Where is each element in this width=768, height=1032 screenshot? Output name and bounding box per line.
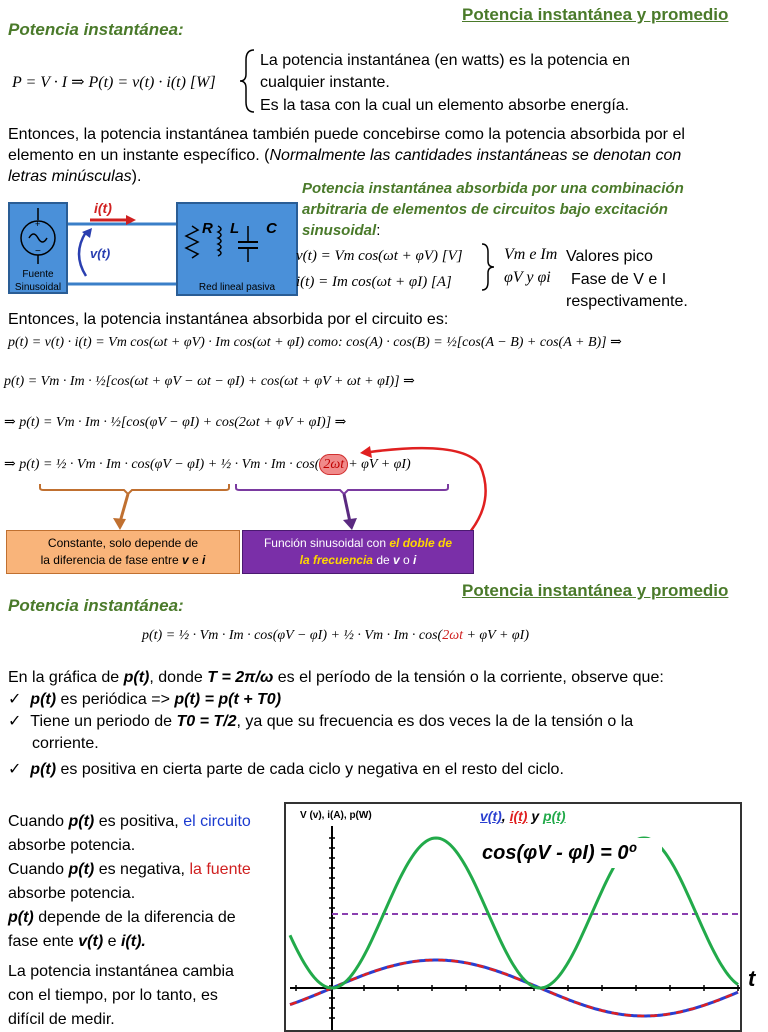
text: T = 2π/ω xyxy=(207,669,274,686)
text: 2ωt xyxy=(442,628,463,643)
equation-current: i(t) = Im cos(ωt + φI) [A] xyxy=(296,274,452,290)
text: Función sinusoidal con xyxy=(263,536,390,550)
check-icon: ✓ xyxy=(8,713,22,730)
chart-title-sep: y xyxy=(527,808,544,824)
circuit-diagram xyxy=(4,198,300,298)
text: es positiva, xyxy=(94,813,184,830)
text: v(t) xyxy=(78,933,104,950)
phase-annotation: cos(φV - φI) = 0º xyxy=(478,838,662,868)
text: + φV + φI) xyxy=(348,457,411,472)
power-formula xyxy=(142,628,529,644)
definition-line: Es la tasa con la cual un elemento absorbe energía. xyxy=(260,97,630,114)
text: Normalmente las cantidades instantáneas se denotan con xyxy=(269,147,682,164)
definition-line: cualquier instante. xyxy=(260,74,390,91)
line xyxy=(8,810,280,834)
box-line xyxy=(264,552,452,569)
brace-arrows xyxy=(0,440,500,530)
current-label: i(t) xyxy=(94,200,112,216)
derivation-line: p(t) = Vm · Im · ½[cos(ωt + φV − ωt − φI) + cos(ωt + φV + ωt + φI)] ⇒ xyxy=(4,374,415,389)
green-note-line: arbitraria de elementos de circuitos bajo excitación xyxy=(302,201,668,218)
text: p(t) xyxy=(68,813,95,830)
equation-voltage: v(t) = Vm cos(ωt + φV) [V] xyxy=(296,248,463,264)
green-note-line: Potencia instantánea absorbida por una combinación xyxy=(302,180,684,197)
derivation-line: ⇒ p(t) = Vm · Im · ½[cos(φV − φI) + cos(2ωt + φV + φI)] ⇒ xyxy=(4,415,347,430)
load-block xyxy=(176,202,298,296)
line: absorbe potencia. xyxy=(8,837,136,854)
text: depende de la diferencia de xyxy=(33,909,236,926)
text: elemento en un instante específico. ( xyxy=(8,147,270,164)
line: La potencia instantánea cambia xyxy=(8,963,234,980)
text: corriente. xyxy=(32,735,99,752)
text: ). xyxy=(131,168,142,185)
peak-text: Valores pico xyxy=(566,248,653,265)
text: e xyxy=(103,933,121,950)
chart-title xyxy=(480,808,566,824)
text: Cuando xyxy=(8,813,69,830)
text: p(t) xyxy=(123,669,150,686)
load-label: Red lineal pasiva xyxy=(198,282,276,293)
text: Tiene un periodo de xyxy=(30,713,177,730)
chart-title-i: i(t) xyxy=(509,808,528,824)
text: , ya que su frecuencia es dos veces la de la tensión o la xyxy=(236,713,634,730)
text: p(t) xyxy=(68,861,95,878)
slide-header: Potencia instantánea y promedio xyxy=(462,581,729,600)
left-explanation xyxy=(8,810,280,1032)
brace-icon xyxy=(480,242,496,292)
ac-source-icon xyxy=(10,204,66,264)
paragraph: Entonces, la potencia instantánea absorbida por el circuito es: xyxy=(8,311,449,328)
text: ⇒ p(t) = ½ · Vm · Im · cos(φV − φI) + ½ · Vm · Im · cos( xyxy=(4,457,320,472)
text: Cuando xyxy=(8,861,69,878)
line: con el tiempo, por lo tanto, es xyxy=(8,987,218,1004)
constant-term-box xyxy=(6,530,240,574)
text: En la gráfica de xyxy=(8,669,124,686)
source-block xyxy=(8,202,68,294)
text: la fuente xyxy=(189,861,251,878)
text: , donde xyxy=(149,669,208,686)
text: es negativa, xyxy=(94,861,190,878)
text: o xyxy=(399,553,414,567)
text: de xyxy=(372,553,393,567)
peak-vars: Vm e Im xyxy=(504,246,558,263)
chart-title-p: p(t) xyxy=(543,808,566,824)
definition-formula: P = V · I ⇒ P(t) = v(t) · i(t) [W] xyxy=(12,74,216,91)
highlight-2wt: 2ωt xyxy=(319,454,348,475)
text: p(t) = p(t + T0) xyxy=(174,691,282,708)
green-note-line xyxy=(302,220,684,241)
text: i(t). xyxy=(120,933,146,950)
brace-icon xyxy=(238,48,258,114)
check-icon: ✓ xyxy=(8,761,22,778)
paragraph-line xyxy=(8,145,768,166)
text: i xyxy=(413,553,417,567)
capacitor-label: C xyxy=(266,220,277,237)
box-line xyxy=(41,552,206,569)
text: Fuente xyxy=(22,269,54,280)
source-label xyxy=(10,268,66,294)
check-icon: ✓ xyxy=(8,691,22,708)
text: la frecuencia xyxy=(299,553,373,567)
paragraph-line: Entonces, la potencia instantánea también puede concebirse como la potencia absorbida por el xyxy=(8,126,685,143)
box-line xyxy=(264,535,452,552)
phase-text: Fase de V e I xyxy=(571,271,667,288)
text: sinusoidal xyxy=(302,222,377,239)
text: v xyxy=(182,553,189,567)
chart-title-v: v(t) xyxy=(480,808,502,824)
slide-header: Potencia instantánea y promedio xyxy=(462,5,729,24)
section-title: Potencia instantánea: xyxy=(8,20,184,39)
line xyxy=(8,930,280,954)
resp-text: respectivamente. xyxy=(566,293,688,310)
text: p(t) xyxy=(8,909,34,926)
line: absorbe potencia. xyxy=(8,885,136,902)
intro-text xyxy=(8,667,768,689)
chart-title-sep: , xyxy=(501,808,510,824)
text: Sinusoidal xyxy=(14,282,62,293)
power-chart xyxy=(284,802,742,1032)
rlc-icon xyxy=(178,204,296,274)
svg-text:+: + xyxy=(35,219,41,229)
derivation-line: p(t) = v(t) · i(t) = Vm cos(ωt + φV) · Im cos(ωt + φI) como: cos(A) · cos(B) = ½[cos(A − B) + cos(A + B)] ⇒ xyxy=(8,335,622,350)
inductor-label: L xyxy=(230,220,240,237)
line: difícil de medir. xyxy=(8,1011,115,1028)
text: p(t) xyxy=(30,691,57,708)
text: T0 = T/2 xyxy=(176,713,237,730)
text: + φV + φI) xyxy=(462,628,529,643)
text: i xyxy=(202,553,206,567)
resistor-label: R xyxy=(202,220,213,237)
text: es el período de la tensión o la corriente, observe que: xyxy=(273,669,664,686)
check-item xyxy=(8,759,564,781)
green-note xyxy=(302,178,684,241)
text: : xyxy=(376,222,381,239)
text: Constante, solo depende de xyxy=(47,536,199,550)
text: p(t) = ½ · Vm · Im · cos(φV − φI) + ½ · Vm · Im · cos( xyxy=(142,628,443,643)
sinusoid-term-box xyxy=(242,530,474,574)
definition-line: La potencia instantánea (en watts) es la potencia en xyxy=(260,52,631,69)
phase-vars: φV y φi xyxy=(504,269,551,286)
chart-ylabel: V (v), i(A), p(W) xyxy=(300,810,372,821)
text: la diferencia de fase entre xyxy=(40,553,183,567)
voltage-label: v(t) xyxy=(90,246,111,261)
text: p(t) xyxy=(30,761,57,778)
line xyxy=(8,906,280,930)
section-title: Potencia instantánea: xyxy=(8,596,184,615)
svg-text:−: − xyxy=(35,246,41,257)
text: el circuito xyxy=(183,813,251,830)
chart-xlabel: t xyxy=(748,966,756,991)
check-item xyxy=(8,689,281,711)
text: letras minúsculas xyxy=(8,168,132,185)
text: el doble de xyxy=(389,536,453,550)
text: v xyxy=(393,553,400,567)
text: es positiva en cierta parte de cada ciclo y negativa en el resto del ciclo. xyxy=(56,761,564,778)
text: e xyxy=(188,553,203,567)
line xyxy=(8,858,280,882)
check-item xyxy=(8,711,768,755)
text: fase ente xyxy=(8,933,79,950)
text: es periódica => xyxy=(56,691,175,708)
